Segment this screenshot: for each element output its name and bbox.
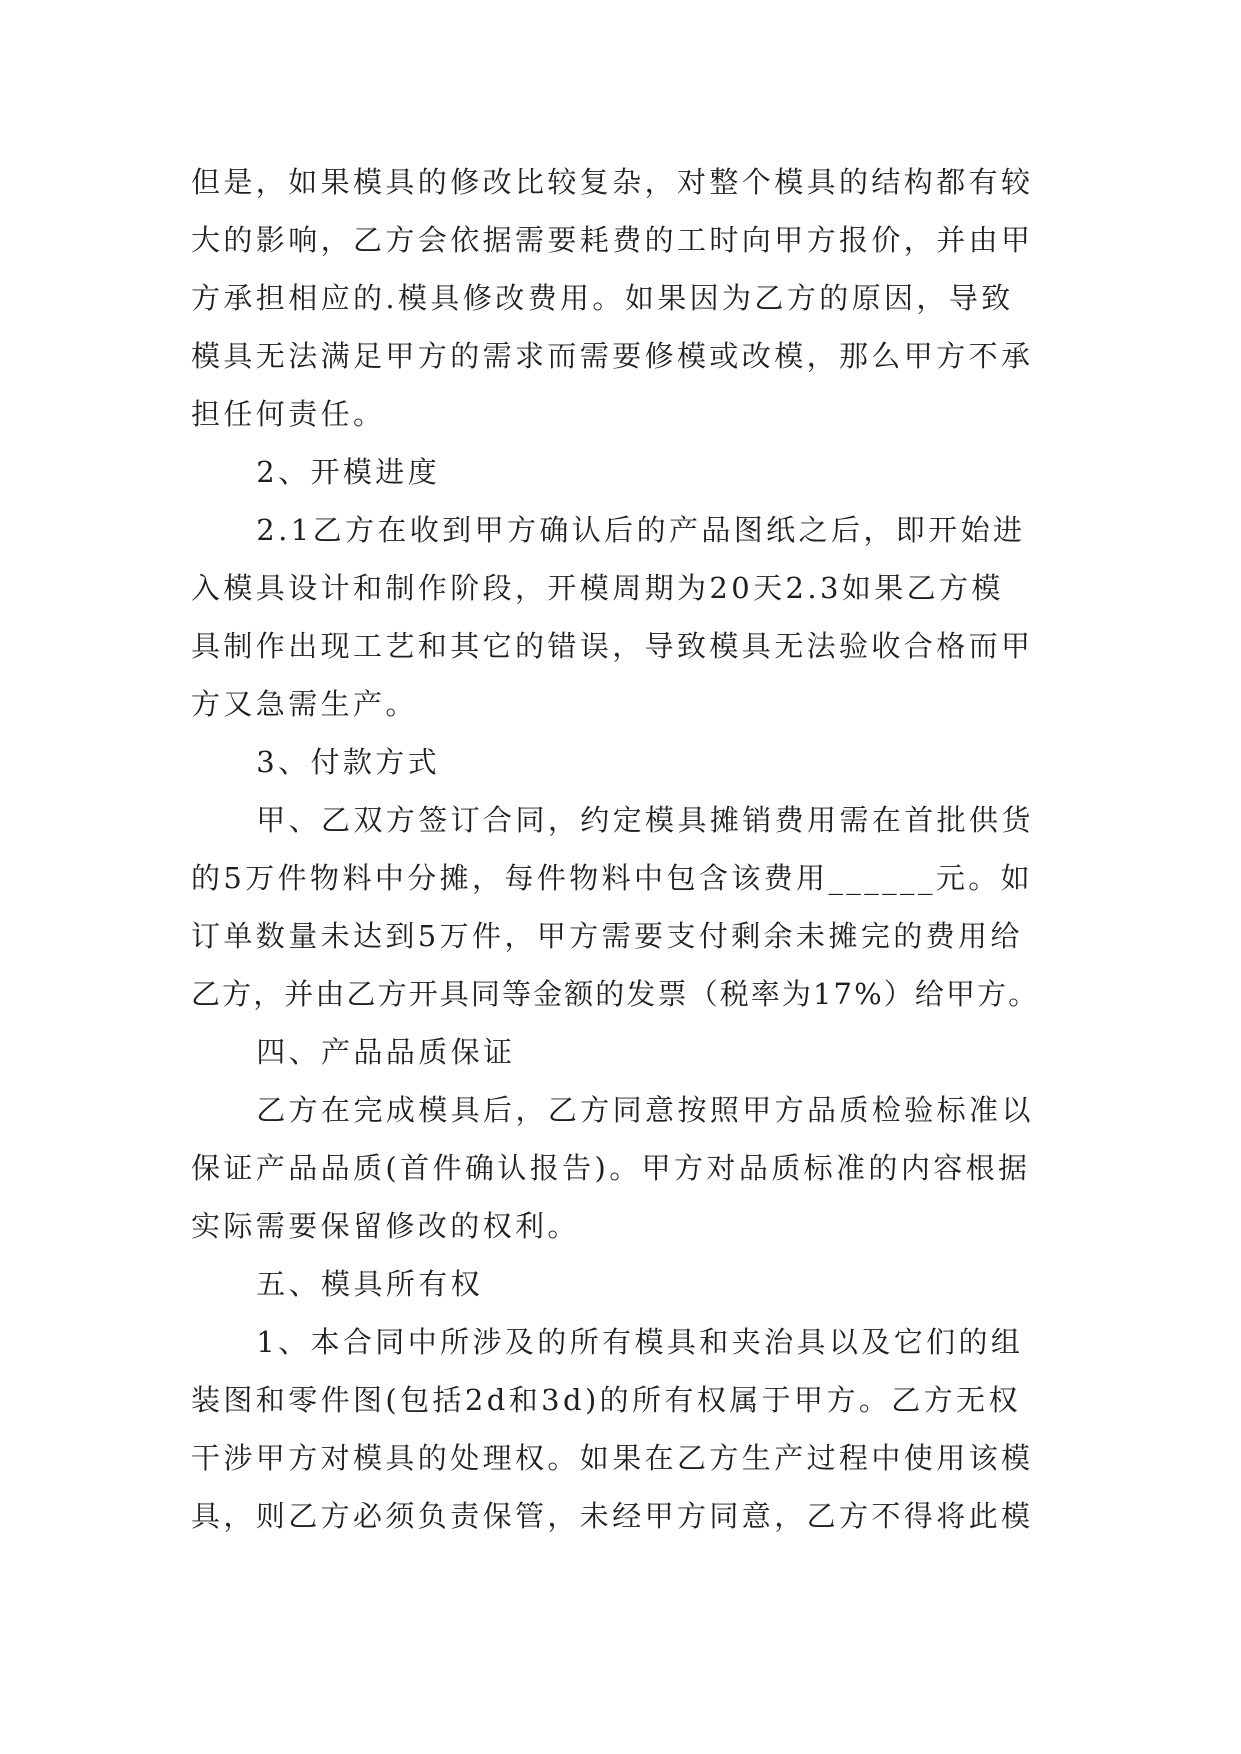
text-line: 实际需要保留修改的权利。 bbox=[191, 1209, 580, 1243]
heading-mold-ownership bbox=[191, 1255, 1061, 1313]
text-line: 乙方，并由乙方开具同等金额的发票（税率为17%）给甲方。 bbox=[191, 977, 1040, 1011]
text-line: 干涉甲方对模具的处理权。如果在乙方生产过程中使用该模 bbox=[191, 1441, 1034, 1475]
heading-text: 2、开模进度 bbox=[256, 455, 441, 489]
text-line: 订单数量未达到5万件，甲方需要支付剩余未摊完的费用给 bbox=[191, 919, 1023, 953]
text-line: 方又急需生产。 bbox=[191, 687, 418, 721]
paragraph-quality-terms bbox=[191, 1081, 1061, 1255]
text-line: 模具无法满足甲方的需求而需要修模或改模，那么甲方不承 bbox=[191, 339, 1034, 373]
text-line: 2.1乙方在收到甲方确认后的产品图纸之后，即开始进 bbox=[256, 513, 1026, 547]
paragraph-modification-cost bbox=[191, 153, 1061, 443]
heading-payment-method bbox=[191, 733, 1061, 791]
paragraph-ownership-terms bbox=[191, 1313, 1061, 1545]
text-line: 甲、乙双方签订合同，约定模具摊销费用需在首批供货 bbox=[256, 803, 1034, 837]
text-line: 担任何责任。 bbox=[191, 397, 386, 431]
text-line: 的5万件物料中分摊，每件物料中包含该费用______元。如 bbox=[191, 861, 1034, 895]
heading-quality-assurance bbox=[191, 1023, 1061, 1081]
text-line: 但是，如果模具的修改比较复杂，对整个模具的结构都有较 bbox=[191, 165, 1034, 199]
text-line: 乙方在完成模具后，乙方同意按照甲方品质检验标准以 bbox=[256, 1093, 1034, 1127]
text-line: 入模具设计和制作阶段，开模周期为20天2.3如果乙方模 bbox=[191, 571, 1004, 605]
heading-mold-progress bbox=[191, 443, 1061, 501]
heading-text: 五、模具所有权 bbox=[256, 1267, 484, 1301]
text-line: 保证产品品质(首件确认报告)。甲方对品质标准的内容根据 bbox=[191, 1151, 1031, 1185]
text-line: 装图和零件图(包括2d和3d)的所有权属于甲方。乙方无权 bbox=[191, 1383, 1021, 1417]
document-body bbox=[191, 153, 1061, 1545]
text-line: 具制作出现工艺和其它的错误，导致模具无法验收合格而甲 bbox=[191, 629, 1034, 663]
text-line: 大的影响，乙方会依据需要耗费的工时向甲方报价，并由甲 bbox=[191, 223, 1034, 257]
heading-text: 3、付款方式 bbox=[256, 745, 441, 779]
text-line: 具，则乙方必须负责保管，未经甲方同意，乙方不得将此模 bbox=[191, 1499, 1034, 1533]
text-line: 方承担相应的.模具修改费用。如果因为乙方的原因，导致 bbox=[191, 281, 1014, 315]
paragraph-mold-schedule bbox=[191, 501, 1061, 733]
paragraph-payment-terms bbox=[191, 791, 1061, 1023]
heading-text: 四、产品品质保证 bbox=[256, 1035, 516, 1069]
text-line: 1、本合同中所涉及的所有模具和夹治具以及它们的组 bbox=[256, 1325, 1024, 1359]
